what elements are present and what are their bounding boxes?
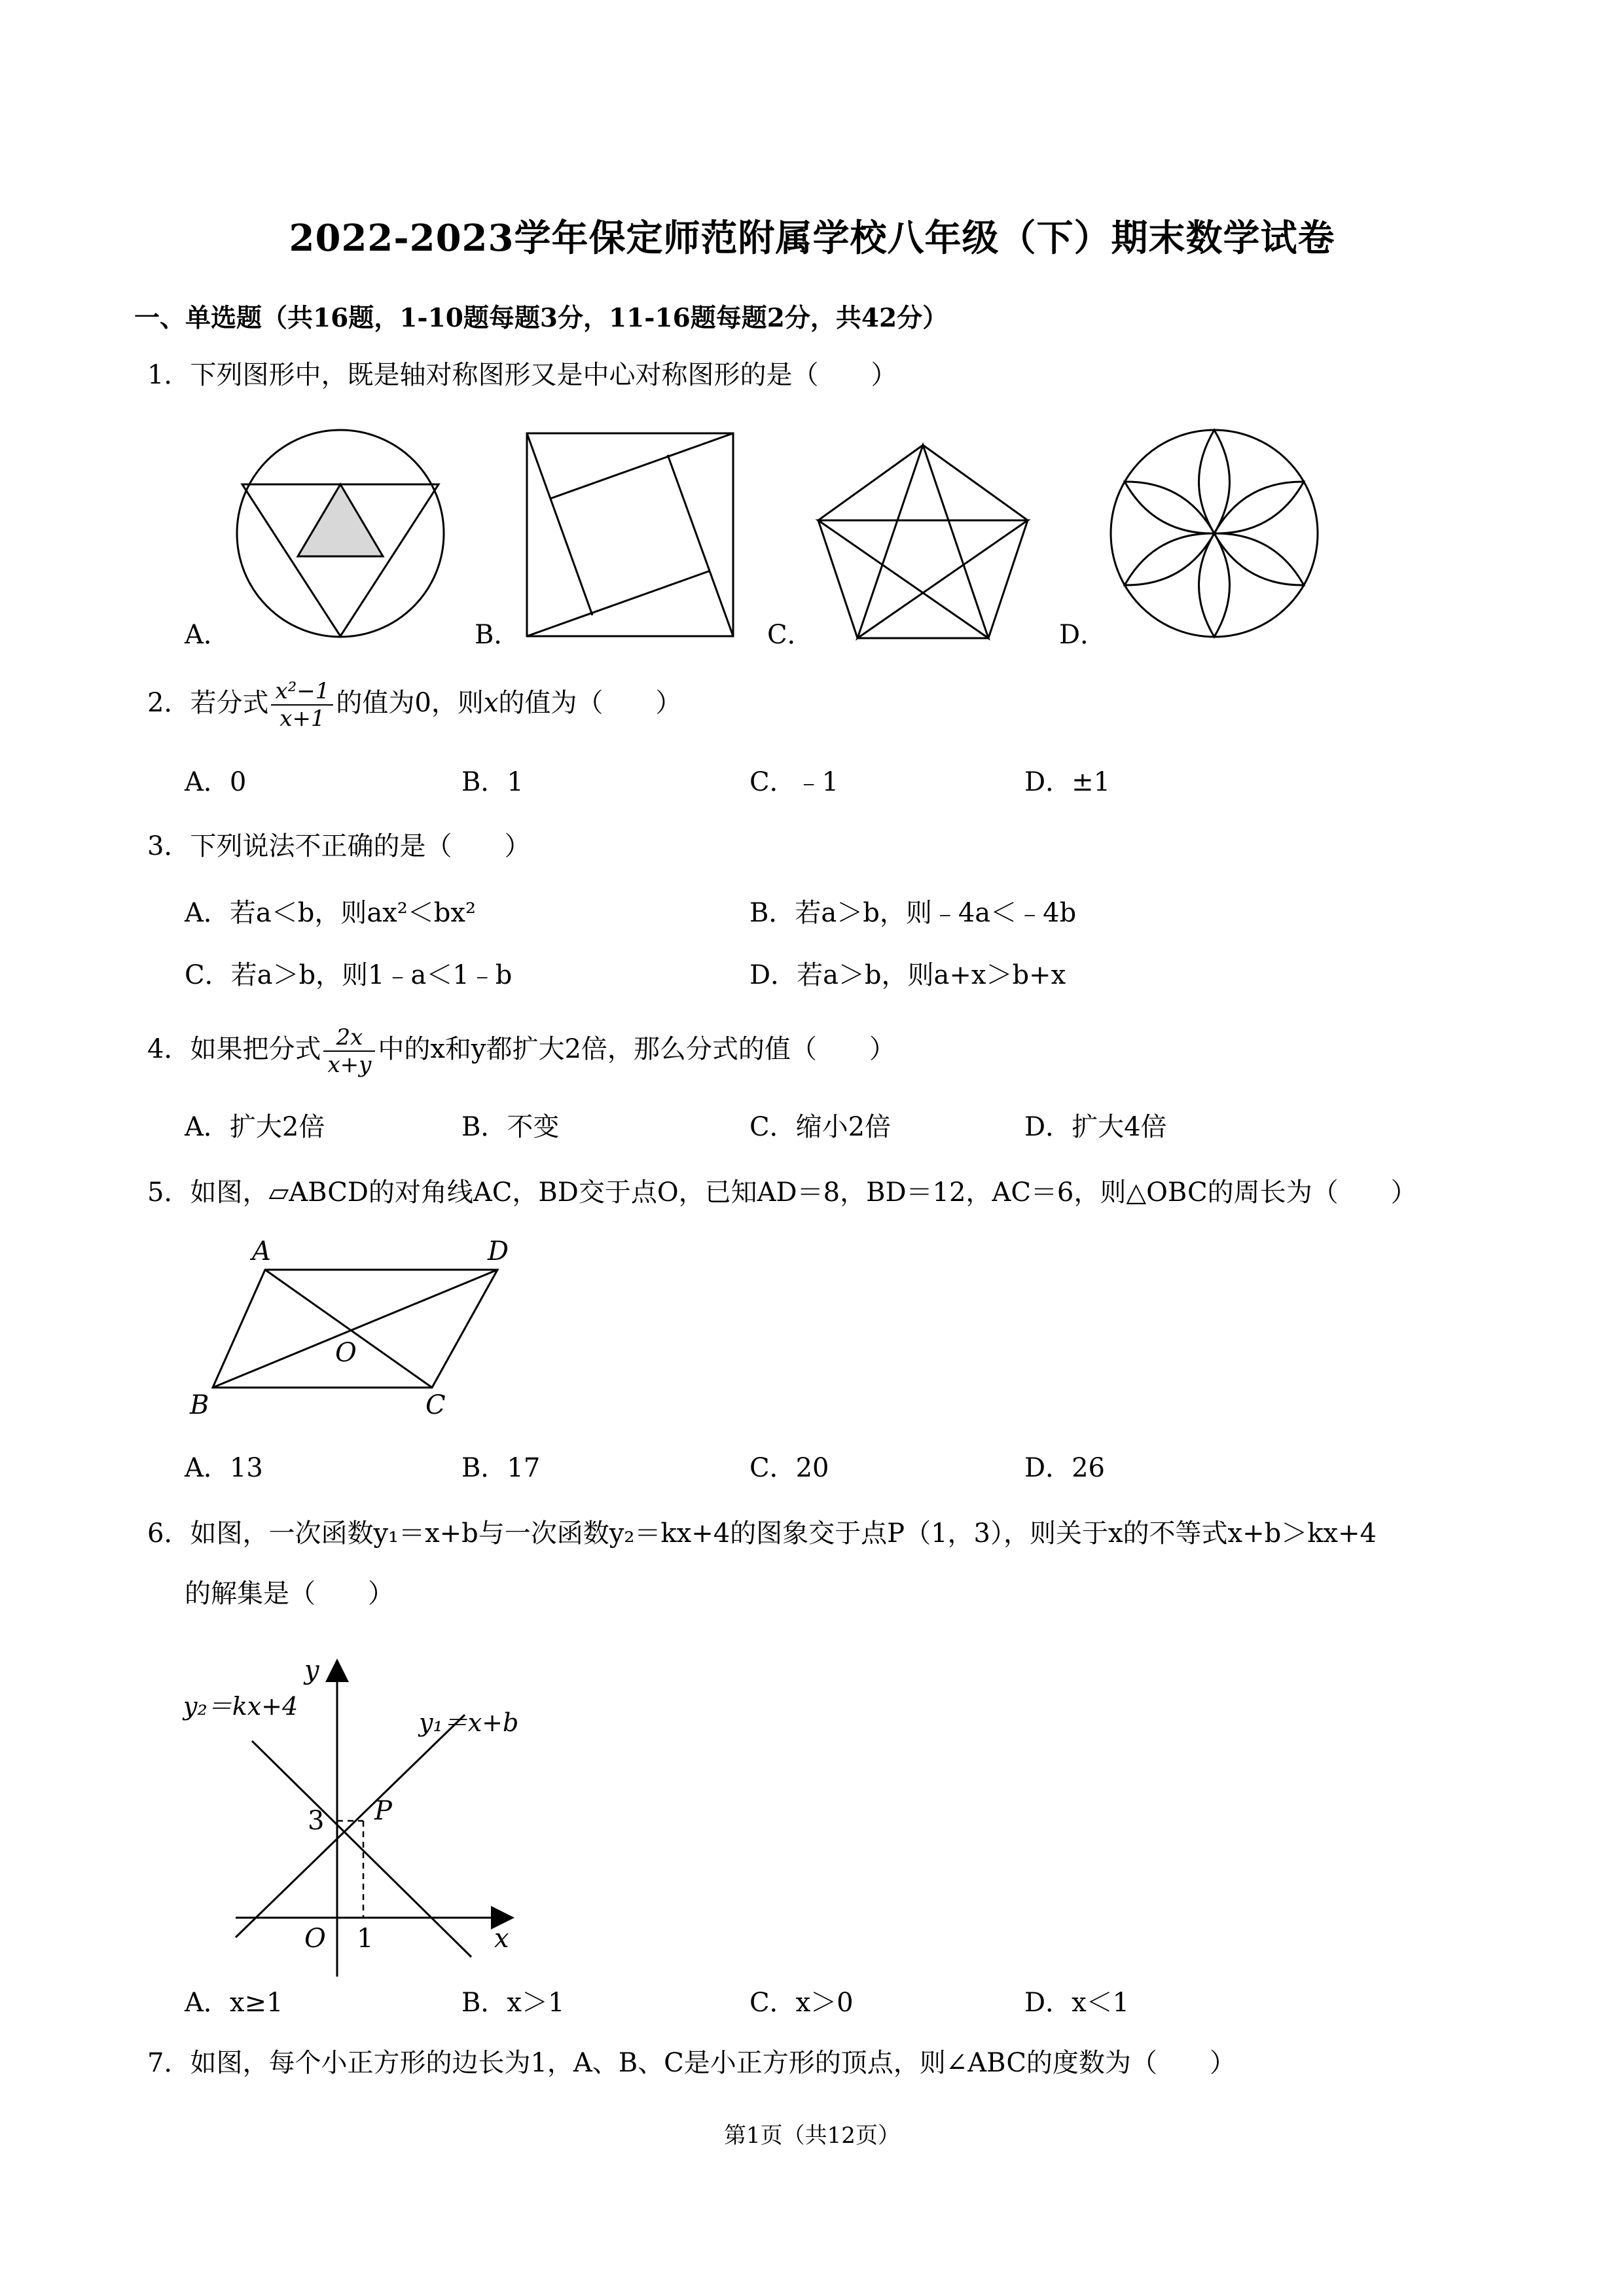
q2-var: x xyxy=(483,688,499,718)
q6-stem-line2: 的解集是（ ） xyxy=(185,1579,394,1609)
q6-label-line1: y₁＝x+b xyxy=(419,1708,519,1737)
q2-option-d: D．±1 xyxy=(1024,767,1111,797)
q3-option-b: B．若a＞b，则﹣4a＜﹣4b xyxy=(749,898,1077,928)
page-footer: 第1页（共12页） xyxy=(724,2123,900,2149)
q2-frac-num: x²−1 xyxy=(271,678,333,706)
figure-d xyxy=(1111,430,1318,637)
q3-option-c: C．若a＞b，则1﹣a＜1﹣b xyxy=(185,960,513,990)
q6-option-a: A．x≥1 xyxy=(185,1988,283,2018)
q3-option-d: D．若a＞b，则a+x＞b+x xyxy=(749,960,1066,990)
q6-option-d: D．x＜1 xyxy=(1024,1988,1130,2018)
q1-label-c: C． xyxy=(767,620,814,650)
q1-label-a: A． xyxy=(185,620,230,650)
q2-num: 2．若分式 xyxy=(147,688,269,718)
q6-option-c: C．x＞0 xyxy=(749,1988,854,2018)
q6-label-three: 3 xyxy=(308,1806,325,1836)
q4-option-d: D．扩大4倍 xyxy=(1024,1112,1167,1142)
q4-option-b: B．不变 xyxy=(461,1112,560,1142)
q5-stem: 5．如图，▱ABCD的对角线AC，BD交于点O，已知AD＝8，BD＝12，AC＝6，则△OBC的周长为（ ） xyxy=(147,1177,1417,1208)
q5-label-a: A xyxy=(252,1236,271,1266)
q2-rest-1: 的值为0，则 xyxy=(336,688,484,718)
q5-option-a: A．13 xyxy=(185,1453,263,1483)
q6-stem-line1: 6．如图，一次函数y₁＝x+b与一次函数y₂＝kx+4的图象交于点P（1，3），则关于x的不等式x+b＞kx+4 xyxy=(147,1518,1377,1549)
q5-option-b: B．17 xyxy=(461,1453,541,1483)
q7-stem: 7．如图，每个小正方形的边长为1，A、B、C是小正方形的顶点，则∠ABC的度数为（ ） xyxy=(147,2048,1236,2078)
figure-c xyxy=(818,445,1028,638)
q2-stem xyxy=(147,678,681,732)
figure-b xyxy=(527,433,733,636)
q4-frac-den: x+y xyxy=(327,1052,372,1078)
figure-a xyxy=(237,430,444,637)
q4-frac-num: 2x xyxy=(323,1024,375,1052)
q5-label-c: C xyxy=(425,1390,446,1420)
q4-fraction xyxy=(323,1024,375,1078)
q1-label-d: D． xyxy=(1059,620,1107,650)
q5-label-d: D xyxy=(488,1236,509,1266)
q1-label-b: B． xyxy=(475,620,520,650)
q4-option-c: C．缩小2倍 xyxy=(749,1112,892,1142)
q1-figures xyxy=(0,419,1624,713)
q5-label-o: O xyxy=(335,1338,357,1368)
q4-stem xyxy=(147,1024,895,1078)
q5-option-d: D．26 xyxy=(1024,1453,1105,1483)
q2-rest-2: 的值为（ ） xyxy=(498,688,682,718)
q6-option-b: B．x＞1 xyxy=(461,1988,565,2018)
q6-label-one: 1 xyxy=(357,1924,374,1954)
q4-num: 4．如果把分式 xyxy=(147,1034,321,1064)
q6-label-y-axis: y xyxy=(304,1655,319,1685)
q2-option-a: A．0 xyxy=(185,767,247,797)
q5-label-b: B xyxy=(190,1390,209,1420)
q2-fraction xyxy=(271,678,333,732)
section-heading: 一、单选题（共16题，1-10题每题3分，11-16题每题2分，共42分） xyxy=(134,303,948,333)
q5-parallelogram-figure xyxy=(177,1230,635,1427)
q4-option-a: A．扩大2倍 xyxy=(185,1112,325,1142)
q2-option-b: B．1 xyxy=(461,767,524,797)
q5-option-c: C．20 xyxy=(749,1453,829,1483)
q6-graph-figure xyxy=(170,1643,576,2009)
q2-frac-den: x+1 xyxy=(280,706,325,732)
q2-option-c: C．﹣1 xyxy=(749,767,839,797)
q6-label-origin: O xyxy=(304,1924,326,1954)
q6-label-point-p: P xyxy=(374,1796,392,1826)
q3-option-a: A．若a＜b，则ax²＜bx² xyxy=(185,898,476,928)
q6-label-x-axis: x xyxy=(494,1924,509,1954)
q3-stem: 3．下列说法不正确的是（ ） xyxy=(147,831,531,861)
q1-stem: 1．下列图形中，既是轴对称图形又是中心对称图形的是（ ） xyxy=(147,360,897,390)
q4-rest: 中的x和y都扩大2倍，那么分式的值（ ） xyxy=(378,1034,895,1064)
q6-label-line2: y₂＝kx+4 xyxy=(183,1692,298,1721)
page-title: 2022-2023学年保定师范附属学校八年级（下）期末数学试卷 xyxy=(289,217,1335,260)
